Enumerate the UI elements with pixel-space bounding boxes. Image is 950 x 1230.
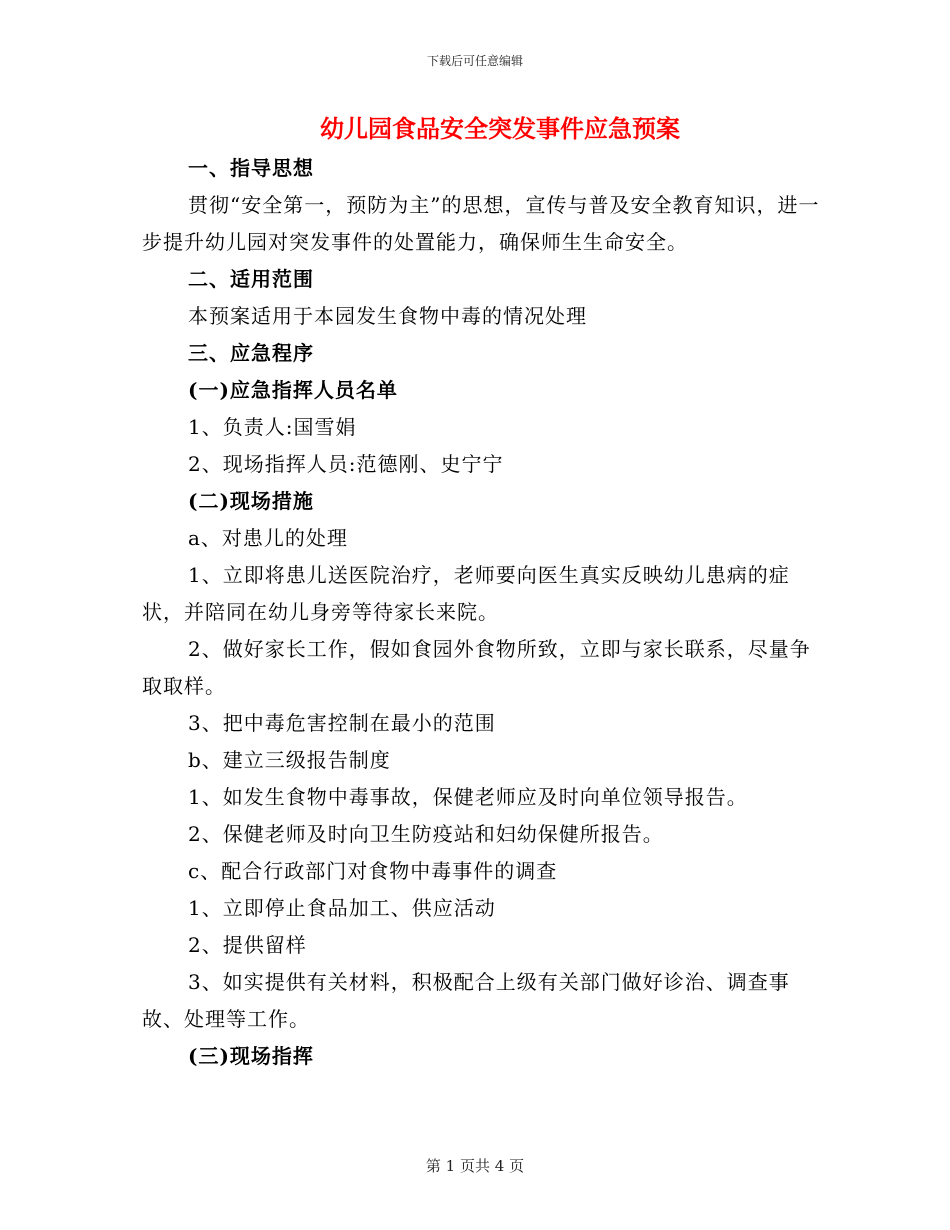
document-title: 幼儿园食品安全突发事件应急预案: [320, 114, 680, 143]
list-item: 2、保健老师及时向卫生防疫站和妇幼保健所报告。: [188, 822, 664, 846]
text-line: a、对患儿的处理: [188, 526, 348, 550]
list-item: 2、提供留样: [188, 933, 307, 957]
paragraph: 3、如实提供有关材料，积极配合上级有关部门做好诊治、调查事故、处理等工作。: [142, 970, 790, 1031]
text-line: b、建立三级报告制度: [188, 748, 391, 772]
list-item: 1、负责人:国雪娟: [188, 415, 357, 439]
paragraph: 贯彻“安全第一，预防为主”的思想，宣传与普及安全教育知识，进一步提升幼儿园对突发事件的处置能力，确保师生生命安全。: [142, 193, 820, 254]
section-heading: 二、适用范围: [188, 267, 314, 291]
text-line: c、配合行政部门对食物中毒事件的调查: [188, 859, 558, 883]
document-body: [142, 150, 822, 1075]
page-header-note: 下载后可任意编辑: [426, 54, 523, 68]
list-item: 1、立即停止食品加工、供应活动: [188, 896, 496, 920]
subsection-heading: (一)应急指挥人员名单: [188, 378, 398, 402]
list-item: 2、现场指挥人员:范德刚、史宁宁: [188, 452, 504, 476]
page-number: 第 1 页共 4 页: [425, 1157, 525, 1175]
list-item: 1、如发生食物中毒事故，保健老师应及时向单位领导报告。: [188, 785, 748, 809]
section-heading: 一、指导思想: [188, 156, 314, 180]
list-item: 3、把中毒危害控制在最小的范围: [188, 711, 496, 735]
subsection-heading: (三)现场指挥: [188, 1044, 314, 1068]
section-heading: 三、应急程序: [188, 341, 314, 365]
text-line: 本预案适用于本园发生食物中毒的情况处理: [188, 304, 587, 328]
paragraph: 1、立即将患儿送医院治疗，老师要向医生真实反映幼儿患病的症状，并陪同在幼儿身旁等待家长来院。: [142, 563, 790, 624]
subsection-heading: (二)现场措施: [188, 489, 314, 513]
paragraph: 2、做好家长工作，假如食园外食物所致，立即与家长联系，尽量争取取样。: [142, 637, 811, 698]
